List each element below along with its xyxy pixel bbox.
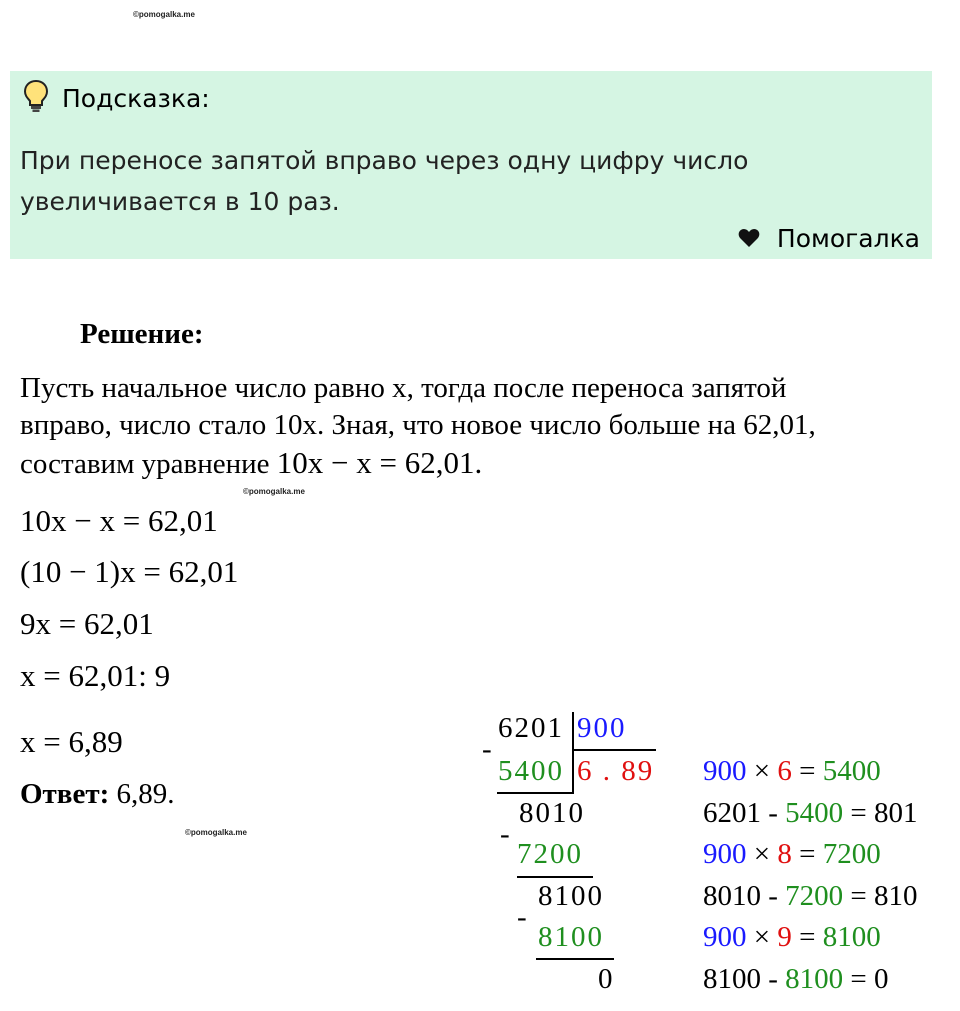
- calc-line: 6201 - 5400 = 801: [703, 797, 918, 829]
- calc-line: 8100 - 8100 = 0: [703, 963, 889, 995]
- subtrahend-3: 8100: [538, 921, 604, 953]
- paragraph-line-3-text: составим уравнение: [20, 448, 277, 480]
- minus-sign: -: [500, 818, 512, 850]
- minus-sign: -: [482, 733, 494, 765]
- division-vertical-line: [572, 712, 574, 794]
- remainder-2: 8100: [538, 880, 604, 912]
- dividend: 6201: [498, 712, 564, 744]
- equation-step: x = 6,89: [20, 724, 123, 759]
- heart-icon: [738, 228, 760, 248]
- equation-step: 10x − x = 62,01: [20, 503, 218, 538]
- calc-line: 900 × 8 = 7200: [703, 838, 881, 870]
- watermark-top: ©pomogalka.me: [133, 10, 195, 19]
- paragraph-equation: 10x − x = 62,01.: [276, 445, 483, 480]
- subtraction-line-2: [517, 876, 593, 878]
- answer-line: [20, 778, 175, 811]
- lightbulb-icon: [22, 79, 50, 113]
- subtrahend-1: 5400: [498, 755, 564, 787]
- minus-sign: -: [517, 901, 529, 933]
- subtrahend-2: 7200: [517, 838, 583, 870]
- remainder-1: 8010: [519, 797, 585, 829]
- watermark-middle: ©pomogalka.me: [243, 487, 305, 496]
- subtraction-line-3: [536, 958, 614, 960]
- division-quotient-line: [572, 749, 656, 751]
- paragraph-line-2: вправо, число стало 10x. Зная, что новое число больше на 62,01,: [20, 409, 816, 441]
- hint-text: При переносе запятой вправо через одну цифру число увеличивается в 10 раз.: [20, 146, 749, 216]
- calc-line: 900 × 9 = 8100: [703, 921, 881, 953]
- solution-title: Решение:: [80, 318, 204, 350]
- answer-value: 6,89.: [109, 778, 175, 810]
- equation-step: 9x = 62,01: [20, 606, 154, 641]
- calc-line: 8010 - 7200 = 810: [703, 880, 918, 912]
- equation-step: x = 62,01: 9: [20, 658, 171, 693]
- calc-line: 900 × 6 = 5400: [703, 755, 881, 787]
- solution-paragraph: [20, 370, 940, 483]
- watermark-bottom: ©pomogalka.me: [185, 828, 247, 837]
- brand-label: Помогалка: [776, 224, 920, 253]
- quotient: 6 . 89: [577, 755, 655, 787]
- paragraph-line-3: [20, 444, 940, 483]
- remainder-final: 0: [598, 963, 615, 995]
- answer-label: Ответ:: [20, 778, 110, 810]
- paragraph-line-1: Пусть начальное число равно x, тогда после переноса запятой: [20, 372, 787, 404]
- divisor: 900: [577, 712, 627, 744]
- subtraction-line-1: [497, 792, 573, 794]
- equation-step: (10 − 1)x = 62,01: [20, 554, 239, 589]
- hint-title: Подсказка:: [62, 84, 210, 113]
